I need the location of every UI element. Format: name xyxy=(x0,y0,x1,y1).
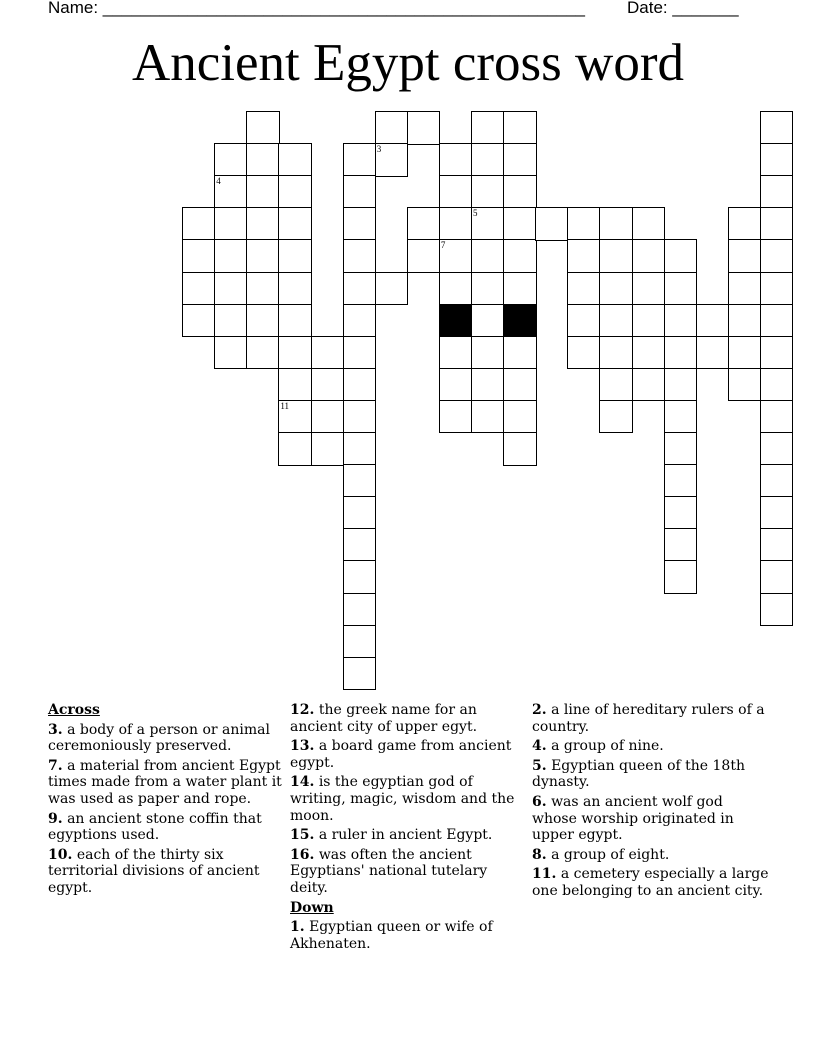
crossword-cell[interactable] xyxy=(664,464,698,498)
crossword-cell[interactable] xyxy=(664,336,698,370)
crossword-cell[interactable] xyxy=(664,560,698,594)
clue-text: a group of eight. xyxy=(551,846,670,863)
crossword-cell[interactable] xyxy=(760,143,794,177)
crossword-cell[interactable] xyxy=(278,336,312,370)
clue-text: was an ancient wolf god whose worship originated in upper egypt. xyxy=(532,793,734,844)
clue-number: 15. xyxy=(290,827,315,844)
crossword-cell[interactable] xyxy=(503,239,537,273)
crossword-cell[interactable] xyxy=(343,496,377,530)
crossword-cell[interactable] xyxy=(503,143,537,177)
crossword-cell[interactable] xyxy=(375,272,409,306)
crossword-cell[interactable] xyxy=(471,111,505,145)
crossword-cell[interactable] xyxy=(760,496,794,530)
crossword-cell[interactable] xyxy=(664,239,698,273)
crossword-cell[interactable] xyxy=(214,143,248,177)
crossword-cell[interactable] xyxy=(503,400,537,434)
crossword-cell[interactable] xyxy=(439,336,473,370)
crossword-cell[interactable] xyxy=(567,272,601,306)
crossword-cell[interactable] xyxy=(278,400,312,434)
crossword-cell[interactable] xyxy=(503,175,537,209)
crossword-cell[interactable] xyxy=(664,528,698,562)
crossword-cell[interactable] xyxy=(278,368,312,402)
crossword-cell[interactable] xyxy=(246,272,280,306)
crossword-cell[interactable] xyxy=(343,400,377,434)
clue-down-2 xyxy=(532,702,772,735)
crossword-cell[interactable] xyxy=(567,336,601,370)
crossword-cell[interactable] xyxy=(246,336,280,370)
clue-across-9 xyxy=(48,811,284,844)
crossword-cell[interactable] xyxy=(728,207,762,241)
crossword-cell[interactable] xyxy=(343,432,377,466)
crossword-cell[interactable] xyxy=(439,272,473,306)
crossword-cell[interactable] xyxy=(182,304,216,338)
crossword-cell[interactable] xyxy=(760,400,794,434)
page-title: Ancient Egypt cross word xyxy=(132,34,684,92)
clue-number-label: 7 xyxy=(440,240,446,251)
crossword-cell[interactable] xyxy=(182,272,216,306)
clue-text: was often the ancient Egyptians' national tutelary deity. xyxy=(290,846,488,896)
crossword-cell[interactable] xyxy=(311,336,345,370)
clue-text: a body of a person or animal ceremoniously preserved. xyxy=(48,721,270,755)
clue-across-16 xyxy=(290,847,526,897)
clue-text: Egyptian queen or wife of Akhenaten. xyxy=(290,919,493,952)
crossword-cell[interactable] xyxy=(567,239,601,273)
crossword-cell[interactable] xyxy=(375,111,409,145)
clue-down-1 xyxy=(290,919,526,952)
crossword-cell[interactable] xyxy=(471,368,505,402)
clue-across-14 xyxy=(290,774,526,824)
crossword-cell[interactable] xyxy=(343,207,377,241)
crossword-cell[interactable] xyxy=(439,175,473,209)
crossword-cell[interactable] xyxy=(278,272,312,306)
clue-down-4 xyxy=(532,738,772,755)
crossword-cell[interactable] xyxy=(278,239,312,273)
clue-text: Egyptian queen of the 18th dynasty. xyxy=(532,757,745,791)
clue-column-2 xyxy=(290,701,526,952)
crossword-cell[interactable] xyxy=(471,239,505,273)
crossword-cell[interactable] xyxy=(664,400,698,434)
clue-number: 9. xyxy=(48,810,63,827)
crossword-cell[interactable] xyxy=(343,368,377,402)
crossword-cell[interactable] xyxy=(311,400,345,434)
crossword-cell[interactable] xyxy=(214,207,248,241)
crossword-block xyxy=(439,304,473,338)
clue-number: 3. xyxy=(48,721,63,738)
crossword-cell[interactable] xyxy=(246,175,280,209)
crossword-cell[interactable] xyxy=(343,272,377,306)
crossword-cell[interactable] xyxy=(246,207,280,241)
crossword-cell[interactable] xyxy=(760,560,794,594)
crossword-cell[interactable] xyxy=(471,207,505,241)
clue-column-3 xyxy=(532,701,772,900)
clue-text: the greek name for an ancient city of upper egyt. xyxy=(290,702,478,735)
clue-number: 14. xyxy=(290,774,315,791)
crossword-cell[interactable] xyxy=(343,593,377,627)
crossword-cell[interactable] xyxy=(664,432,698,466)
clue-number: 12. xyxy=(290,702,315,718)
crossword-cell[interactable] xyxy=(728,336,762,370)
crossword-cell[interactable] xyxy=(760,336,794,370)
crossword-cell[interactable] xyxy=(471,336,505,370)
crossword-cell[interactable] xyxy=(599,239,633,273)
crossword-cell[interactable] xyxy=(471,272,505,306)
down-heading: Down xyxy=(290,899,334,916)
clue-down-8 xyxy=(532,847,772,864)
crossword-cell[interactable] xyxy=(503,368,537,402)
crossword-cell[interactable] xyxy=(599,304,633,338)
clue-number: 4. xyxy=(532,738,547,755)
crossword-cell[interactable] xyxy=(343,560,377,594)
crossword-cell[interactable] xyxy=(471,143,505,177)
crossword-cell[interactable] xyxy=(503,207,537,241)
crossword-cell[interactable] xyxy=(471,175,505,209)
crossword-cell[interactable] xyxy=(278,175,312,209)
clue-number-label: 4 xyxy=(216,176,221,187)
clue-across-12 xyxy=(290,702,526,735)
clue-down-6 xyxy=(532,794,772,844)
crossword-cell[interactable] xyxy=(343,657,377,691)
clue-number: 5. xyxy=(532,757,547,774)
clue-text: an ancient stone coffin that egyptions used. xyxy=(48,810,262,844)
crossword-cell[interactable] xyxy=(471,400,505,434)
clue-number: 2. xyxy=(532,702,547,718)
crossword-cell[interactable] xyxy=(375,143,409,177)
crossword-cell[interactable] xyxy=(214,304,248,338)
clue-across-7 xyxy=(48,758,284,808)
clue-across-10 xyxy=(48,847,284,897)
crossword-cell[interactable] xyxy=(760,239,794,273)
crossword-cell[interactable] xyxy=(343,304,377,338)
clue-text: a board game from ancient egypt. xyxy=(290,738,512,771)
clue-number: 13. xyxy=(290,738,315,755)
crossword-cell[interactable] xyxy=(182,207,216,241)
crossword-cell[interactable] xyxy=(760,464,794,498)
clue-number-label: 5 xyxy=(473,208,478,219)
crossword-cell[interactable] xyxy=(664,368,698,402)
crossword-cell[interactable] xyxy=(503,111,537,145)
clue-across-13 xyxy=(290,738,526,771)
crossword-cell[interactable] xyxy=(535,207,569,241)
crossword-cell[interactable] xyxy=(278,304,312,338)
clue-across-15 xyxy=(290,827,526,844)
crossword-cell[interactable] xyxy=(567,207,601,241)
crossword-cell[interactable] xyxy=(246,143,280,177)
crossword-cell[interactable] xyxy=(343,464,377,498)
clue-number: 10. xyxy=(48,846,73,863)
clue-across-3 xyxy=(48,722,284,755)
clue-number-label: 3 xyxy=(376,144,382,155)
crossword-cell[interactable] xyxy=(343,175,377,209)
crossword-cell[interactable] xyxy=(728,239,762,273)
crossword-cell[interactable] xyxy=(439,143,473,177)
crossword-cell[interactable] xyxy=(760,528,794,562)
clue-text: a ruler in ancient Egypt. xyxy=(318,827,493,844)
crossword-cell[interactable] xyxy=(182,239,216,273)
clue-number: 1. xyxy=(290,919,305,936)
crossword-cell[interactable] xyxy=(599,207,633,241)
crossword-cell[interactable] xyxy=(599,336,633,370)
crossword-cell[interactable] xyxy=(760,368,794,402)
clue-text: a cemetery especially a large one belonging to an ancient city. xyxy=(532,866,769,899)
crossword-cell[interactable] xyxy=(599,400,633,434)
crossword-cell[interactable] xyxy=(760,593,794,627)
clue-number: 6. xyxy=(532,793,547,810)
across-heading: Across xyxy=(48,702,100,718)
crossword-cell[interactable] xyxy=(246,239,280,273)
crossword-cell[interactable] xyxy=(503,432,537,466)
crossword-cell[interactable] xyxy=(760,304,794,338)
crossword-cell[interactable] xyxy=(343,336,377,370)
crossword-cell[interactable] xyxy=(278,143,312,177)
clue-text: each of the thirty six territorial divisions of ancient egypt. xyxy=(48,846,260,896)
crossword-cell[interactable] xyxy=(407,207,441,241)
crossword-cell[interactable] xyxy=(311,432,345,466)
clue-text: a line of hereditary rulers of a country. xyxy=(532,702,765,735)
crossword-cell[interactable] xyxy=(760,207,794,241)
crossword-cell[interactable] xyxy=(599,272,633,306)
clue-down-5 xyxy=(532,758,772,791)
clue-number: 11. xyxy=(532,866,557,883)
crossword-cell[interactable] xyxy=(343,528,377,562)
crossword-cell[interactable] xyxy=(664,272,698,306)
crossword-cell[interactable] xyxy=(503,336,537,370)
clue-number: 16. xyxy=(290,846,315,863)
date-field-label: Date: _______ xyxy=(627,0,739,17)
crossword-cell[interactable] xyxy=(503,272,537,306)
crossword-cell[interactable] xyxy=(632,336,666,370)
crossword-cell[interactable] xyxy=(696,304,730,338)
clue-number: 8. xyxy=(532,846,547,863)
crossword-cell[interactable] xyxy=(343,239,377,273)
crossword-cell[interactable] xyxy=(407,111,441,145)
crossword-cell[interactable] xyxy=(760,175,794,209)
crossword-cell[interactable] xyxy=(439,207,473,241)
crossword-cell[interactable] xyxy=(567,304,601,338)
crossword-cell[interactable] xyxy=(760,432,794,466)
crossword-cell[interactable] xyxy=(599,368,633,402)
crossword-cell[interactable] xyxy=(632,207,666,241)
crossword-cell[interactable] xyxy=(632,239,666,273)
crossword-cell[interactable] xyxy=(214,175,248,209)
crossword-cell[interactable] xyxy=(439,368,473,402)
clue-text: a material from ancient Egypt times made from a water plant it was used as paper and rope. xyxy=(48,757,282,807)
crossword-cell[interactable] xyxy=(214,336,248,370)
crossword-cell[interactable] xyxy=(664,496,698,530)
crossword-cell[interactable] xyxy=(246,304,280,338)
crossword-cell[interactable] xyxy=(728,304,762,338)
crossword-block xyxy=(503,304,537,338)
crossword-cell[interactable] xyxy=(760,111,794,145)
clue-text: a group of nine. xyxy=(551,738,664,755)
crossword-cell[interactable] xyxy=(728,272,762,306)
crossword-cell[interactable] xyxy=(343,143,377,177)
crossword-cell[interactable] xyxy=(632,272,666,306)
crossword-cell[interactable] xyxy=(632,304,666,338)
crossword-cell[interactable] xyxy=(728,368,762,402)
crossword-cell[interactable] xyxy=(632,368,666,402)
crossword-cell[interactable] xyxy=(760,272,794,306)
crossword-cell[interactable] xyxy=(214,239,248,273)
clue-number: 7. xyxy=(48,757,63,774)
clue-number-label: 11 xyxy=(280,400,290,411)
crossword-cell[interactable] xyxy=(407,239,441,273)
clue-column-1 xyxy=(48,701,284,897)
clue-text: is the egyptian god of writing, magic, wisdom and the moon. xyxy=(290,774,515,824)
crossword-cell[interactable] xyxy=(278,207,312,241)
crossword-cell[interactable] xyxy=(343,625,377,659)
crossword-cell[interactable] xyxy=(214,272,248,306)
crossword-cell[interactable] xyxy=(439,239,473,273)
crossword-cell[interactable] xyxy=(246,111,280,145)
crossword-cell[interactable] xyxy=(664,304,698,338)
crossword-cell[interactable] xyxy=(696,336,730,370)
name-field-label: Name: ___________________________________________________ xyxy=(48,0,585,17)
crossword-cell[interactable] xyxy=(278,432,312,466)
clue-down-11 xyxy=(532,866,772,899)
crossword-cell[interactable] xyxy=(471,304,505,338)
crossword-cell[interactable] xyxy=(439,400,473,434)
